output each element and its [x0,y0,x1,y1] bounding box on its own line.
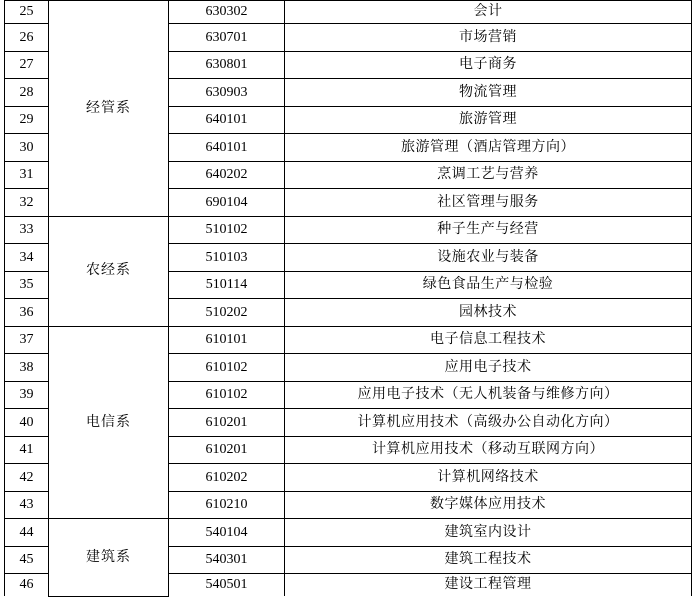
major-name: 计算机应用技术（高级办公自动化方向） [285,409,692,437]
row-index: 35 [5,271,49,299]
major-name: 建筑室内设计 [285,519,692,547]
row-index: 38 [5,354,49,382]
major-name: 电子商务 [285,51,692,79]
row-index: 25 [5,1,49,24]
major-name: 计算机应用技术（移动互联网方向） [285,436,692,464]
major-name: 旅游管理 [285,106,692,134]
dept-group-cell: 电信系 [49,326,169,519]
major-name: 设施农业与装备 [285,244,692,272]
major-code: 540501 [169,574,285,597]
row-index: 29 [5,106,49,134]
major-code: 610101 [169,326,285,354]
row-index: 43 [5,491,49,519]
row-index: 34 [5,244,49,272]
major-code: 610210 [169,491,285,519]
major-code: 630903 [169,79,285,107]
major-name: 社区管理与服务 [285,189,692,217]
row-index: 33 [5,216,49,244]
major-code: 610102 [169,354,285,382]
major-name: 会计 [285,1,692,24]
major-code: 640101 [169,134,285,162]
major-code: 510103 [169,244,285,272]
row-index: 45 [5,546,49,574]
row-index: 40 [5,409,49,437]
major-code: 610202 [169,464,285,492]
row-index: 32 [5,189,49,217]
row-index: 30 [5,134,49,162]
major-name: 数字媒体应用技术 [285,491,692,519]
major-code: 610201 [169,409,285,437]
majors-table [4,0,692,597]
major-name: 绿色食品生产与检验 [285,271,692,299]
major-name: 烹调工艺与营养 [285,161,692,189]
major-name: 市场营销 [285,24,692,52]
row-index: 42 [5,464,49,492]
row-index: 39 [5,381,49,409]
row-index: 26 [5,24,49,52]
major-name: 建设工程管理 [285,574,692,597]
major-code: 540104 [169,519,285,547]
major-code: 630302 [169,1,285,24]
table-row [5,326,692,354]
major-name: 旅游管理（酒店管理方向） [285,134,692,162]
row-index: 37 [5,326,49,354]
row-index: 41 [5,436,49,464]
major-name: 应用电子技术 [285,354,692,382]
row-index: 27 [5,51,49,79]
dept-group-cell: 农经系 [49,216,169,326]
major-code: 610102 [169,381,285,409]
major-name: 电子信息工程技术 [285,326,692,354]
major-name: 种子生产与经营 [285,216,692,244]
table-row [5,519,692,547]
table-row [5,216,692,244]
major-name: 应用电子技术（无人机装备与维修方向） [285,381,692,409]
major-code: 510202 [169,299,285,327]
row-index: 28 [5,79,49,107]
major-code: 610201 [169,436,285,464]
dept-group-cell: 建筑系 [49,519,169,597]
major-code: 510102 [169,216,285,244]
row-index: 36 [5,299,49,327]
table-body [5,1,692,597]
major-code: 510114 [169,271,285,299]
table-row [5,1,692,24]
major-name: 物流管理 [285,79,692,107]
major-name: 建筑工程技术 [285,546,692,574]
major-code: 690104 [169,189,285,217]
row-index: 46 [5,574,49,597]
row-index: 31 [5,161,49,189]
major-name: 计算机网络技术 [285,464,692,492]
major-code: 630701 [169,24,285,52]
major-name: 园林技术 [285,299,692,327]
row-index: 44 [5,519,49,547]
dept-group-cell: 经管系 [49,1,169,217]
major-code: 640101 [169,106,285,134]
major-code: 640202 [169,161,285,189]
major-code: 540301 [169,546,285,574]
major-code: 630801 [169,51,285,79]
